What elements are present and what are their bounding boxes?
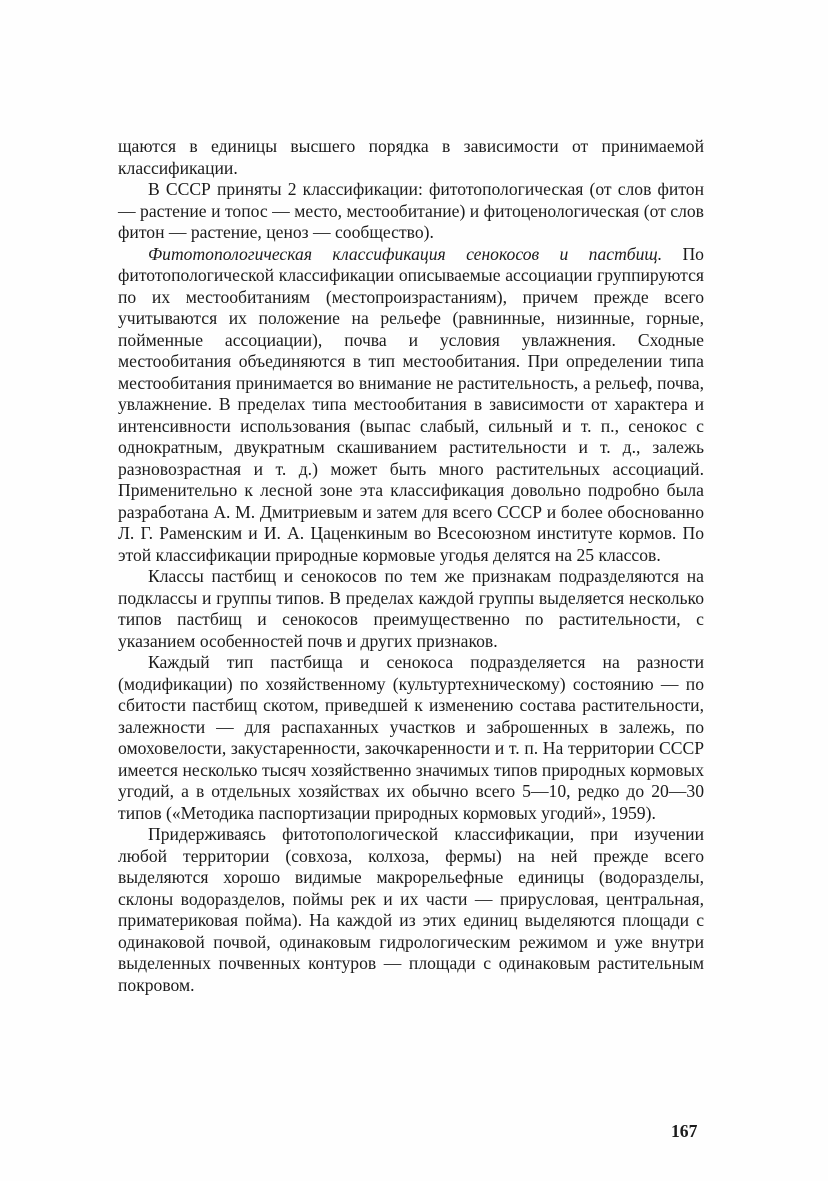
paragraph-text: По фитотопологической классификации описываемые ассоциации группируются по их местообитаниям (местопроизрастаниям), причем прежде всего учитываются их положение на рельефе (равнинные, низинные, горные, пойменные ассоциации), почва и условия увлажнения. Сходные местообитания объединяются в тип местообитания. При определении типа местообитания принимается во внимание не растительность, а рельеф, почва, увлажнение. В пределах типа местообитания в зависимости от характера и интенсивности использования (выпас слабый, сильный и т. п., сенокос с однократным, двукратным скашиванием растительности и т. д., залежь разновозрастная и т. д.) может быть много растительных ассоциаций. Применительно к лесной зоне эта классификация довольно подробно была разработана А. М. Дмитриевым и затем для всего СССР и более обоснованно Л. Г. Раменским и И. А. Цаценкиным во Всесоюзном институте кормов. По этой классификации природные кормовые угодья делятся на 25 классов. bbox=[118, 243, 704, 565]
paragraph-classifications bbox=[118, 179, 704, 244]
paragraph-text: Классы пастбищ и сенокосов по тем же признакам подразделяются на подклассы и группы типов. В пределах каждой группы выделяется несколько типов пастбищ и сенокосов преимущественно по растительности, с указанием особенностей почв и других признаков. bbox=[118, 566, 704, 651]
paragraph-modifications bbox=[118, 652, 704, 824]
page-body-text bbox=[118, 136, 704, 996]
paragraph-text: щаются в единицы высшего порядка в зависимости от принимаемой классификации. bbox=[118, 136, 704, 178]
paragraph-continuation bbox=[118, 136, 704, 179]
paragraph-text: Каждый тип пастбища и сенокоса подразделяется на разности (модификации) по хозяйственному (культуртехническому) состоянию — по сбитости пастбищ скотом, приведшей к изменению состава растительности, залежности — для распаханных участков и заброшенных в залежь, по омоховелости, закустаренности, закочкаренности и т. п. На территории СССР имеется несколько тысяч хозяйственно значимых типов природных кормовых угодий, а в отдельных хозяйствах их обычно всего 5—10, редко до 20—30 типов («Методика паспортизации природных кормовых угодий», 1959). bbox=[118, 652, 704, 823]
paragraph-phytotopological bbox=[118, 244, 704, 567]
page-number: 167 bbox=[671, 1121, 698, 1141]
section-heading-italic: Фитотопологическая классификация сенокосов и пастбищ. bbox=[148, 243, 663, 264]
paragraph-territory-study bbox=[118, 824, 704, 996]
paragraph-subclasses bbox=[118, 566, 704, 652]
paragraph-text: В СССР приняты 2 классификации: фитотопологическая (от слов фитон — растение и топос — место, местообитание) и фитоценологическая (от слов фитон — растение, ценоз — сообщество). bbox=[118, 179, 704, 242]
paragraph-text: Придерживаясь фитотопологической классификации, при изучении любой территории (совхоза, колхоза, фермы) на ней прежде всего выделяются хорошо видимые макрорельефные единицы (водоразделы, склоны водоразделов, поймы рек и их части — прирусловая, центральная, приматериковая пойма). На каждой из этих единиц выделяются площади с одинаковой почвой, одинаковым гидрологическим режимом и уже внутри выделенных почвенных контуров — площади с одинаковым растительным покровом. bbox=[118, 824, 704, 995]
